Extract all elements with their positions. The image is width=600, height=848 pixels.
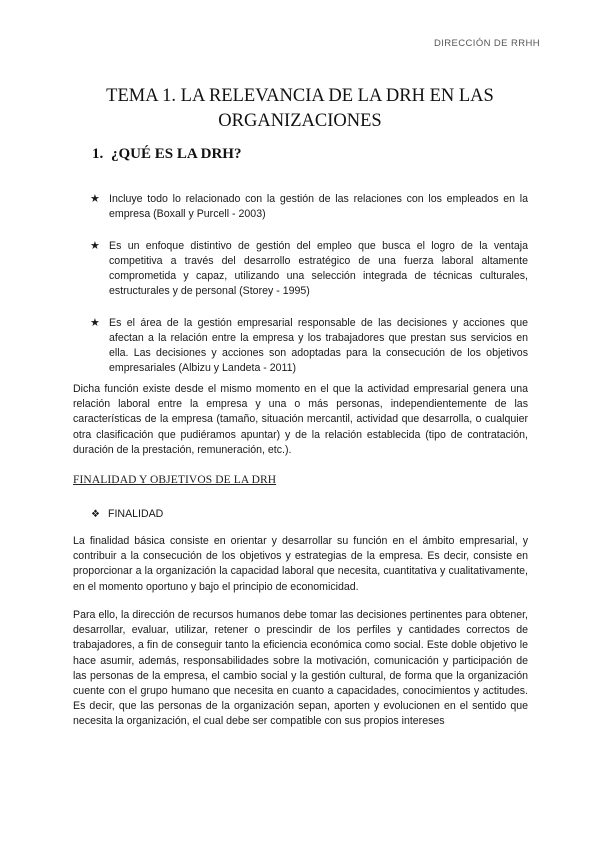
definition-list: [92, 192, 528, 393]
body-paragraph: Dicha función existe desde el mismo momento en el que la actividad empresarial genera una relación laboral entre la empresa y una o más personas, independientemente de las características de la empresa (tamaño, situación mercantil, actividad que desarrolla, o cualquier otra clasificación que pudiéramos apuntar) y de la relación establecida (tipo de contratación, duración de la prestación, remuneración, etc.).: [73, 383, 528, 456]
list-item-text: Es un enfoque distintivo de gestión del empleo que busca el logro de la ventaja competitiva a través del desarrollo estratégico de una fuerza laboral altamente comprometida y capaz, utilizando una selección integrada de técnicas culturales, estructurales y de personal (Storey - 1995): [109, 240, 528, 297]
list-item: [92, 192, 528, 222]
running-header: DIRECCIÓN DE RRHH: [433, 38, 540, 49]
diamond-bullet-icon: ❖: [91, 509, 100, 520]
section-heading-text: ¿QUÉ ES LA DRH?: [111, 146, 242, 162]
body-paragraph: Para ello, la dirección de recursos humanos debe tomar las decisiones pertinentes para obtener, desarrollar, evaluar, utilizar, retener o prescindir de los perfiles y cantidades correctos de trabajadores, a fin de conseguir tanto la eficiencia económica como social. Este doble objetivo le hace asumir, además, responsabilidades sobre la motivación, comunicación y participación de las personas de la empresa, el cambio social y la gestión cultural, de forma que la organización cuente con el grupo humano que necesita en cuanto a capacidades, conocimientos y actitudes. Es decir, que las personas de la organización sepan, aporten y evolucionen en el sentido que necesita la organización, el cual debe ser compatible con sus propios intereses: [73, 609, 528, 728]
star-bullet-icon: ★: [90, 193, 100, 205]
star-bullet-icon: ★: [90, 240, 100, 252]
list-item-text: Incluye todo lo relacionado con la gestión de las relaciones con los empleados en la empresa (Boxall y Purcell - 2003): [109, 193, 528, 220]
subsection-title: FINALIDAD Y OBJETIVOS DE LA DRH: [73, 474, 277, 486]
page-title: [60, 84, 540, 134]
list-item: [92, 239, 528, 299]
section-heading: [92, 146, 241, 163]
page-title-line-1: TEMA 1. LA RELEVANCIA DE LA DRH EN LAS: [106, 86, 494, 106]
star-bullet-icon: ★: [90, 317, 100, 329]
section-number: 1.: [92, 146, 104, 162]
sub-bullet: [91, 508, 163, 520]
body-paragraph: La finalidad básica consiste en orientar y desarrollar su función en el ámbito empresarial, y contribuir a la consecución de los objetivos y estrategias de la empresa. Es decir, consiste en proporcionar a la organización la capacidad laboral que necesita, cuantitativa y cualitativamente, en el momento oportuno y bajo el principio de economicidad.: [73, 535, 528, 593]
sub-bullet-text: FINALIDAD: [108, 508, 164, 520]
list-item: [92, 316, 528, 376]
page-title-line-2: ORGANIZACIONES: [218, 111, 382, 131]
list-item-text: Es el área de la gestión empresarial responsable de las decisiones y acciones que afectan a la relación entre la empresa y los trabajadores que prestan sus servicios en ella. Las decisiones y acciones son adoptadas para la consecución de los objetivos empresariales (Albizu y Landeta - 2011): [109, 317, 528, 374]
